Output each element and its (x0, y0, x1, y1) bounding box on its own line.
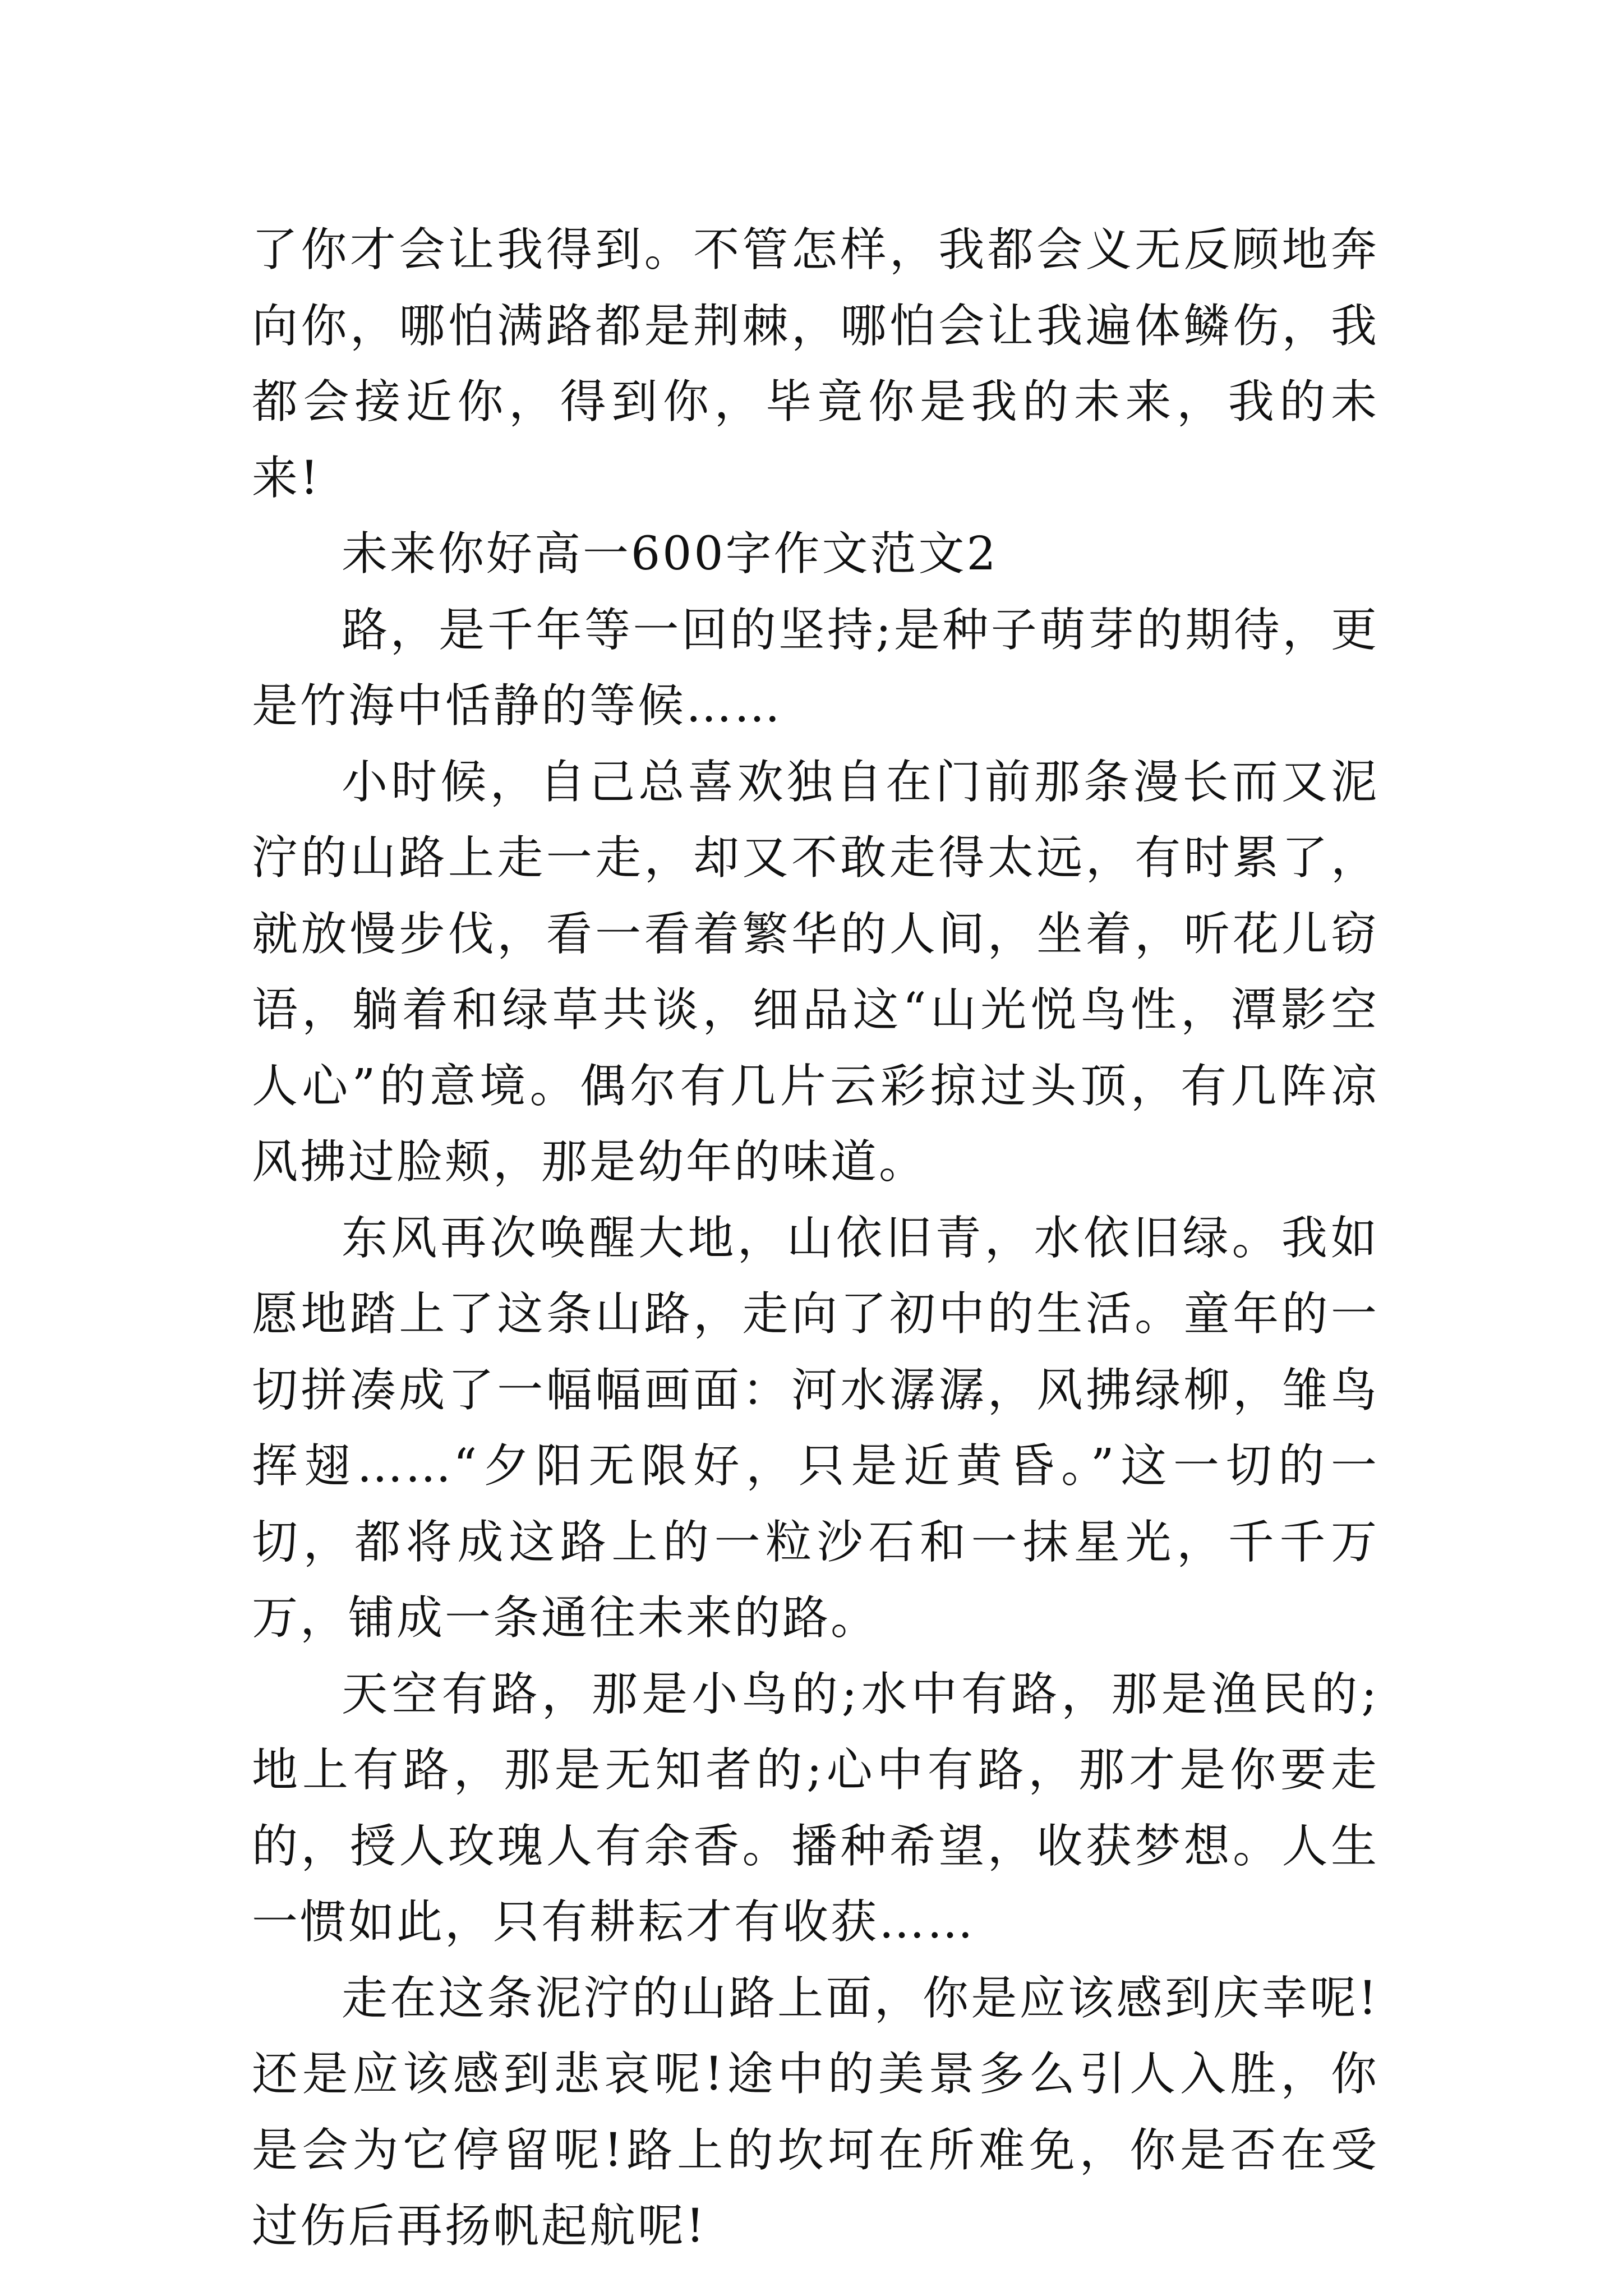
paragraph-continuation: 了你才会让我得到。不管怎样，我都会义无反顾地奔向你，哪怕满路都是荆棘，哪怕会让我遍体鳞伤，我都会接近你，得到你，毕竟你是我的未来，我的未来! (252, 223, 1379, 505)
paragraph-east-wind: 东风再次唤醒大地，山依旧青，水依旧绿。我如愿地踏上了这条山路，走向了初中的生活。童年的一切拼凑成了一幅幅画面：河水潺潺，风拂绿柳，雏鸟挥翅……“夕阳无限好，只是近黄昏。”这一切的一切，都将成这路上的一粒沙石和一抹星光，千千万万，铺成一条通往未来的路。 (252, 1211, 1379, 1645)
paragraph-paths: 天空有路，那是小鸟的;水中有路，那是渔民的;地上有路，那是无知者的;心中有路，那才是你要走的，授人玫瑰人有余香。播种希望，收获梦想。人生一惯如此，只有耕耘才有收获…… (252, 1667, 1379, 1949)
paragraph-childhood: 小时候，自己总喜欢独自在门前那条漫长而又泥泞的山路上走一走，却又不敢走得太远，有时累了，就放慢步伐，看一看着繁华的人间，坐着，听花儿窃语，躺着和绿草共谈，细品这“山光悦鸟性，潭影空人心”的意境。偶尔有几片云彩掠过头顶，有几阵凉风拂过脸颊，那是幼年的味道。 (252, 755, 1379, 1189)
document-body (252, 212, 1379, 2265)
essay-title: 未来你好高一600字作文范文2 (342, 527, 998, 581)
paragraph-road-intro: 路，是千年等一回的坚持;是种子萌芽的期待，更是竹海中恬静的等候…… (252, 603, 1379, 733)
paragraph-muddy-road: 走在这条泥泞的山路上面，你是应该感到庆幸呢!还是应该感到悲哀呢!途中的美景多么引人入胜，你是会为它停留呢!路上的坎坷在所难免，你是否在受过伤后再扬帆起航呢! (252, 1971, 1379, 2253)
